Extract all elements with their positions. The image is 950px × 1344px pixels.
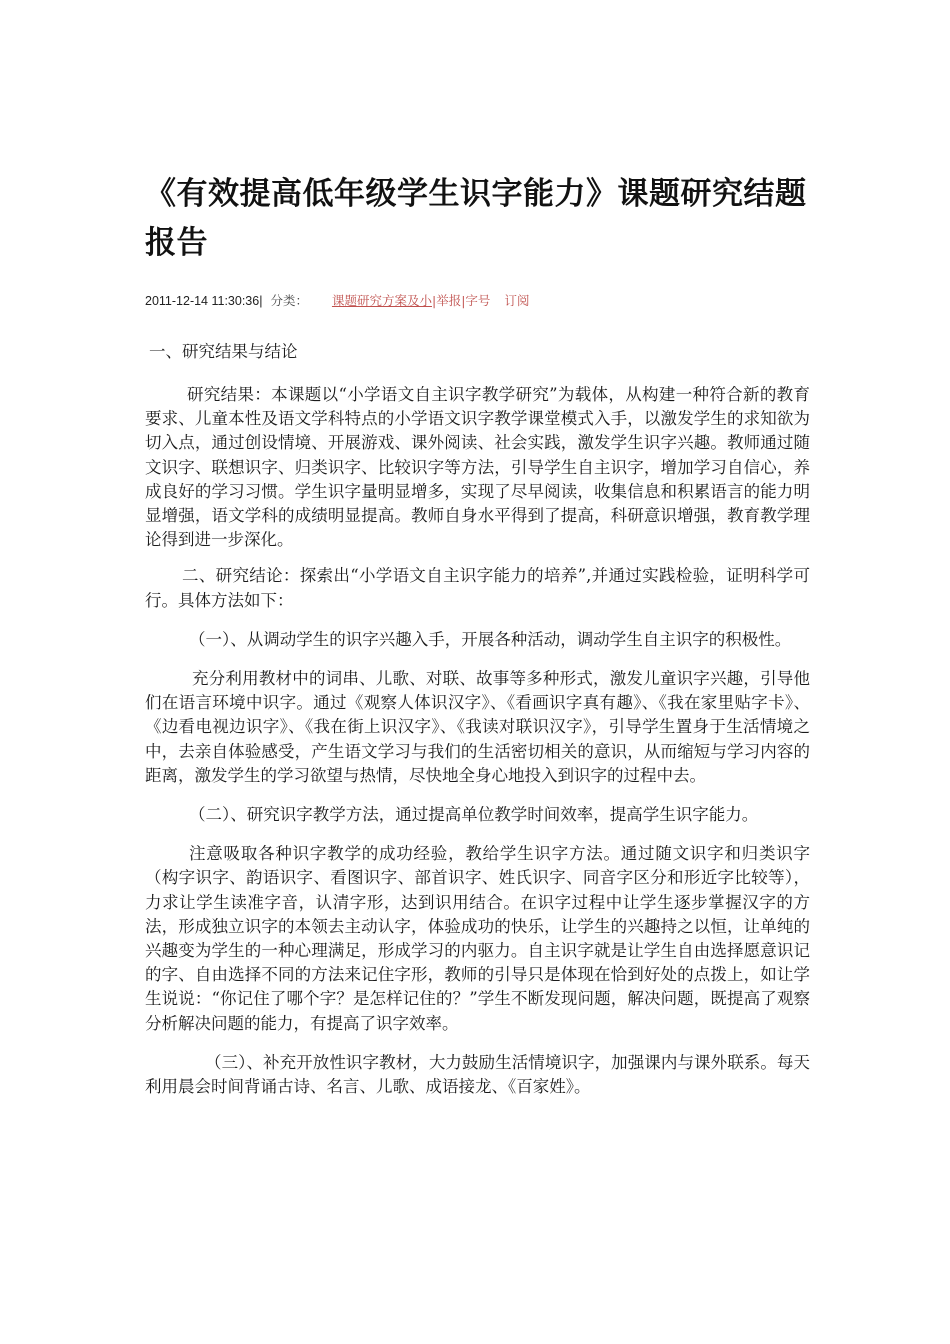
- font-size-link[interactable]: 字号: [465, 293, 491, 308]
- meta-links: [332, 293, 530, 308]
- article-meta: [145, 292, 810, 310]
- section-heading: 一、研究结果与结论: [149, 342, 298, 361]
- paragraph-method-2: 注意吸取各种识字教学的成功经验，教给学生识字方法。通过随文识字和归类识字（构字识字、韵语识字、看图识字、部首识字、姓氏识字、同音字区分和形近字比较等），力求让学生读准字音，认清字形，达到识用结合。在识字过程中让学生逐步掌握汉字的方法，形成独立识字的本领去主动认字，体验成功的快乐，让学生的兴趣持之以恒，让单纯的兴趣变为学生的一种心理满足，形成学习的内驱力。自主识字就是让学生自由选择愿意识记的字、自由选择不同的方法来记住字形，教师的引导只是体现在恰到好处的点拨上，如让学生说说：“你记住了哪个字？是怎样记住的？”学生不断发现问题，解决问题，既提高了观察分析解决问题的能力，有提高了识字效率。: [145, 844, 810, 1033]
- paragraph-research-results: 研究结果：本课题以“小学语文自主识字教学研究”为载体，从构建一种符合新的教育要求、儿童本性及语文学科特点的小学语文识字教学课堂模式入手，以激发学生的求知欲为切入点，通过创设情境、开展游戏、课外阅读、社会实践，激发学生识字兴趣。教师通过随文识字、联想识字、归类识字、比较识字等方法，引导学生自主识字，增加学习自信心，养成良好的学习习惯。学生识字量明显增多，实现了尽早阅读，收集信息和积累语言的能力明显增强，语文学科的成绩明显提高。教师自身水平得到了提高，科研意识增强，教育教学理论得到进一步深化。: [145, 385, 810, 550]
- subheading-method-3: （三）、补充开放性识字教材，大力鼓励生活情境识字，加强课内与课外联系。每天利用晨会时间背诵古诗、名言、儿歌、成语接龙、《百家姓》。: [145, 1052, 810, 1097]
- article-title: 《有效提高低年级学生识字能力》课题研究结题报告: [145, 176, 807, 261]
- post-date: 2011-12-14 11:30:36|: [145, 294, 263, 308]
- category-link[interactable]: 课题研究方案及小: [331, 293, 432, 308]
- article: [145, 170, 810, 1099]
- paragraph-research-conclusion: 二、研究结论：探索出“小学语文自主识字能力的培养”,并通过实践检验，证明科学可行。具体方法如下：: [145, 566, 810, 610]
- paragraph-method-1: 充分利用教材中的词串、儿歌、对联、故事等多种形式，激发儿童识字兴趣，引导他们在语言环境中识字。通过《观察人体识汉字》、《看画识字真有趣》、《我在家里贴字卡》、《边看电视边识字》、《我在街上识汉字》、《我读对联识汉字》，引导学生置身于生活情境之中，去亲自体验感受，产生语文学习与我们的生活密切相关的意识，从而缩短与学习内容的距离，激发学生的学习欲望与热情，尽快地全身心地投入到识字的过程中去。: [145, 669, 810, 785]
- subheading-method-2: （二）、研究识字教学方法，通过提高单位教学时间效率，提高学生识字能力。: [189, 805, 759, 825]
- separator: |: [431, 293, 437, 308]
- separator: |: [461, 293, 466, 308]
- report-link[interactable]: 举报: [436, 293, 462, 308]
- category-label: 分类：: [270, 293, 308, 308]
- subheading-method-1: （一）、从调动学生的识字兴趣入手，开展各种活动，调动学生自主识字的积极性。: [189, 629, 792, 649]
- subscribe-link[interactable]: 订阅: [504, 293, 530, 308]
